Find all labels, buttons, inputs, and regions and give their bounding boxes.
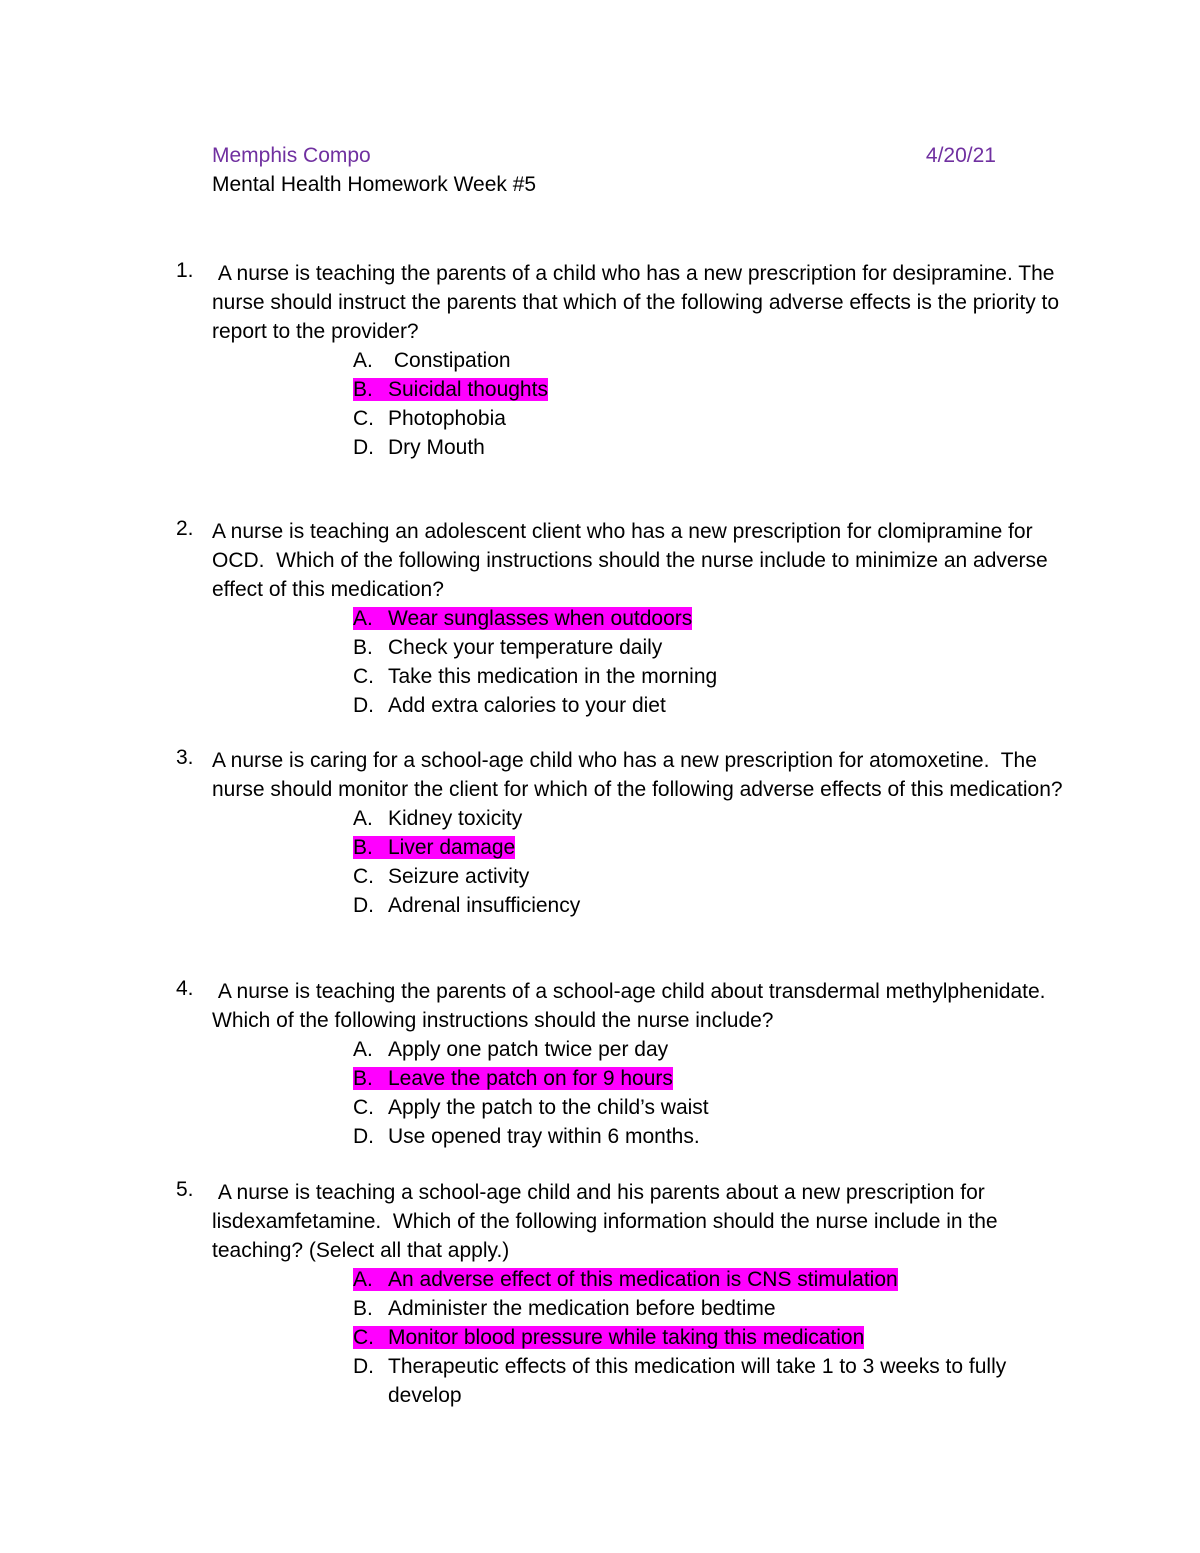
choice-letter: B. (353, 636, 373, 659)
choice-text: Seizure activity (388, 865, 530, 888)
answer-choice (353, 891, 1066, 920)
choice-letter: C. (353, 865, 374, 888)
question-3 (176, 746, 1066, 920)
answer-choices (353, 1035, 1066, 1151)
highlighted-answer-choice (353, 833, 1066, 862)
choice-letter: D. (353, 694, 374, 717)
answer-highlight (353, 1326, 864, 1349)
choice-text: Leave the patch on for 9 hours (388, 1067, 673, 1090)
answer-choices (353, 804, 1066, 920)
answer-choice (353, 862, 1066, 891)
highlighted-answer-choice (353, 604, 1066, 633)
answer-highlight (353, 607, 692, 630)
answer-choice (353, 804, 1066, 833)
answer-choices (353, 604, 1066, 720)
question-2 (176, 517, 1066, 720)
answer-highlight (353, 378, 548, 401)
answer-choice (353, 433, 1066, 462)
choice-letter: C. (353, 1326, 374, 1349)
choice-letter: B. (353, 1067, 373, 1090)
question-text: A nurse is teaching the parents of a school-age child about transdermal methylphenidate. Which of the following instructions should the nurse include? (212, 980, 1058, 1032)
choice-text: Administer the medication before bedtime (388, 1297, 776, 1320)
choice-letter: C. (353, 407, 374, 430)
answer-choice (353, 346, 1066, 375)
choice-letter: D. (353, 1355, 374, 1378)
choice-text: Constipation (388, 349, 511, 372)
answer-highlight (353, 1268, 898, 1291)
answer-choice (353, 404, 1066, 433)
choice-letter: C. (353, 1096, 374, 1119)
choice-letter: A. (353, 1268, 373, 1291)
choice-letter: B. (353, 378, 373, 401)
choice-letter: D. (353, 1125, 374, 1148)
answer-choice (353, 1352, 1066, 1410)
choice-text: Therapeutic effects of this medication will take 1 to 3 weeks to fully develop (388, 1355, 1013, 1407)
question-text: A nurse is teaching a school-age child and his parents about a new prescription for lisdexamfetamine. Which of the following information should the nurse include in the teaching? (Select all that apply.) (212, 1181, 1004, 1262)
question-number: 4. (176, 977, 194, 1000)
answer-choice (353, 633, 1066, 662)
choice-text: Apply the patch to the child’s waist (388, 1096, 709, 1119)
question-4 (176, 977, 1066, 1151)
choice-text: Wear sunglasses when outdoors (388, 607, 693, 630)
answer-choice (353, 1093, 1066, 1122)
question-number: 2. (176, 517, 194, 540)
answer-choices (353, 1265, 1066, 1410)
choice-text: Liver damage (388, 836, 516, 859)
choice-letter: A. (353, 349, 373, 372)
answer-choice (353, 1294, 1066, 1323)
choice-text: Add extra calories to your diet (388, 694, 666, 717)
answer-choice (353, 691, 1066, 720)
question-number: 1. (176, 259, 194, 282)
highlighted-answer-choice (353, 375, 1066, 404)
document-title: Mental Health Homework Week #5 (212, 173, 537, 196)
answer-choices (353, 346, 1066, 462)
question-text: A nurse is teaching an adolescent client who has a new prescription for clomipramine for OCD. Which of the following instructions should the nurse include to minimize an adverse effect of this medication? (212, 520, 1054, 601)
author-name: Memphis Compo (212, 144, 371, 167)
choice-text: Use opened tray within 6 months. (388, 1125, 700, 1148)
choice-text: An adverse effect of this medication is CNS stimulation (388, 1268, 898, 1291)
choice-text: Kidney toxicity (388, 807, 523, 830)
choice-letter: B. (353, 836, 373, 859)
choice-text: Apply one patch twice per day (388, 1038, 669, 1061)
question-number: 3. (176, 746, 194, 769)
question-text: A nurse is caring for a school-age child who has a new prescription for atomoxetine. The nurse should monitor the client for which of the following adverse effects of this medication? (212, 749, 1063, 801)
choice-text: Adrenal insufficiency (388, 894, 581, 917)
answer-choice (353, 662, 1066, 691)
choice-text: Monitor blood pressure while taking this medication (388, 1326, 865, 1349)
question-text: A nurse is teaching the parents of a child who has a new prescription for desipramine. The nurse should instruct the parents that which of the following adverse effects is the priority to report to the provider? (212, 262, 1065, 343)
choice-letter: D. (353, 436, 374, 459)
choice-text: Suicidal thoughts (388, 378, 548, 401)
highlighted-answer-choice (353, 1323, 1066, 1352)
answer-highlight (353, 836, 515, 859)
answer-highlight (353, 1067, 673, 1090)
document-date: 4/20/21 (925, 144, 996, 167)
question-number: 5. (176, 1178, 194, 1201)
header-line (212, 144, 996, 172)
choice-letter: A. (353, 1038, 373, 1061)
choice-text: Dry Mouth (388, 436, 485, 459)
choice-letter: C. (353, 665, 374, 688)
choice-letter: A. (353, 607, 373, 630)
choice-text: Check your temperature daily (388, 636, 663, 659)
answer-choice (353, 1035, 1066, 1064)
choice-text: Photophobia (388, 407, 506, 430)
choice-text: Take this medication in the morning (388, 665, 718, 688)
choice-letter: A. (353, 807, 373, 830)
choice-letter: D. (353, 894, 374, 917)
highlighted-answer-choice (353, 1265, 1066, 1294)
answer-choice (353, 1122, 1066, 1151)
question-5 (176, 1178, 1066, 1410)
question-1 (176, 259, 1066, 462)
choice-letter: B. (353, 1297, 373, 1320)
highlighted-answer-choice (353, 1064, 1066, 1093)
